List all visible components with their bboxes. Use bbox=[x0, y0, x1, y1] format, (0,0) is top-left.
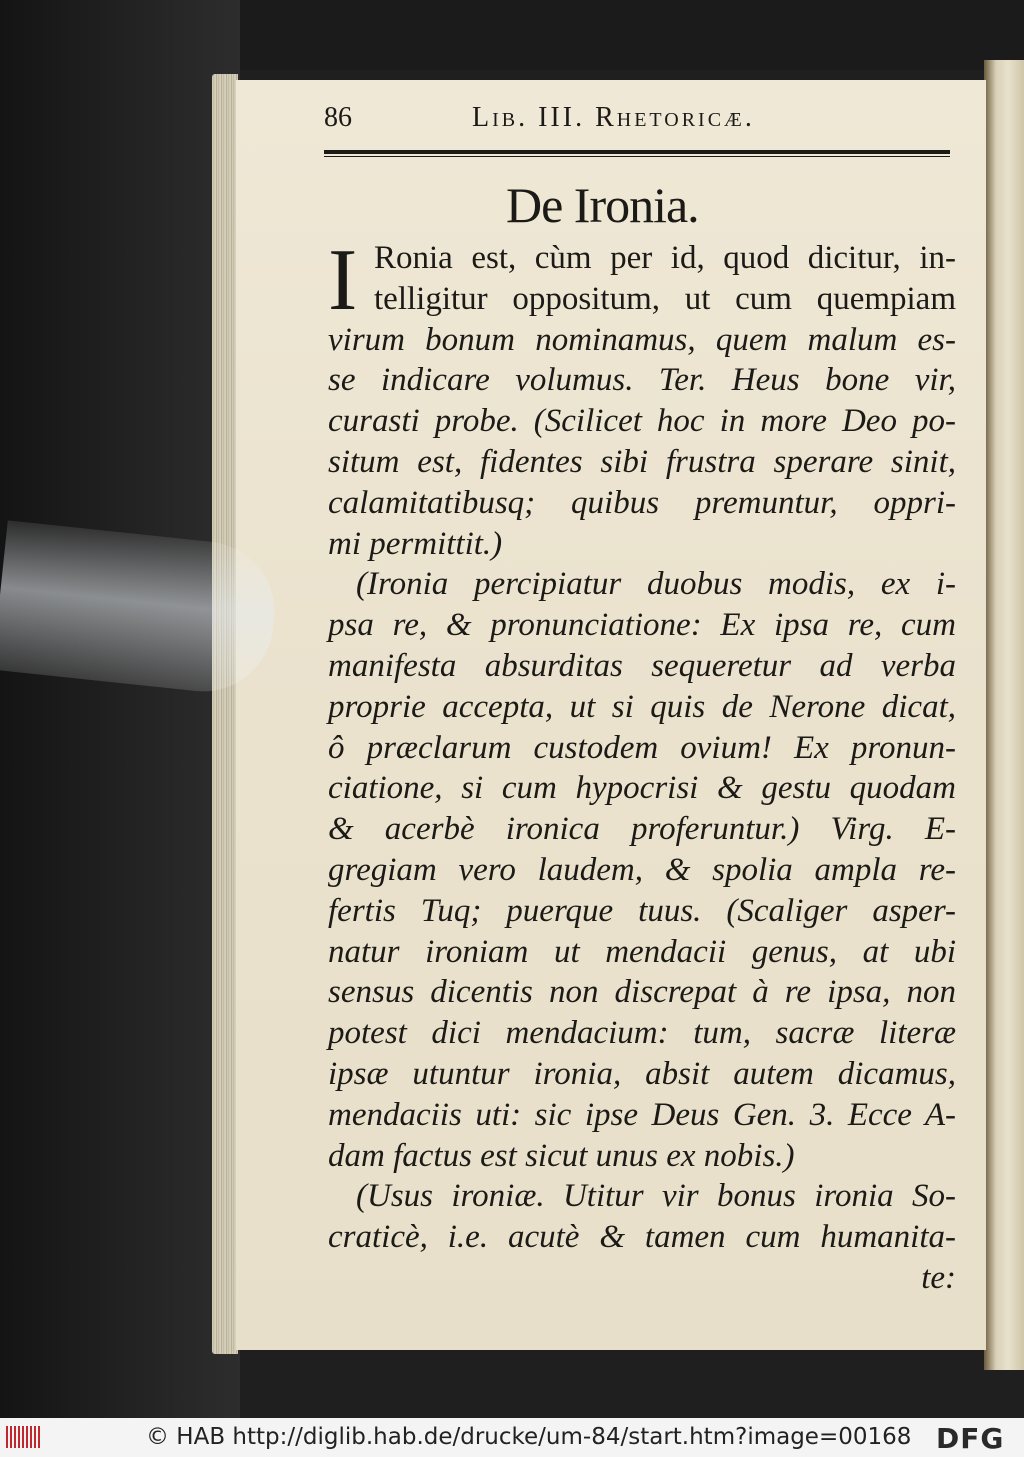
page-header bbox=[324, 102, 956, 146]
header-rule bbox=[324, 150, 950, 154]
running-head: Lib. III. Rhetoricæ. bbox=[472, 102, 755, 133]
footer-credit-link[interactable]: © HAB http://diglib.hab.de/drucke/um-84/start.htm?image=00168 bbox=[146, 1424, 912, 1450]
text-line: psa re, & pronunciatione: Ex ipsa re, cum bbox=[328, 607, 956, 644]
page-edges bbox=[212, 74, 238, 1354]
text-line: sensus dicentis non discrepat à re ipsa, non bbox=[328, 974, 956, 1011]
text-line: (Usus ironiæ. Utitur vir bonus ironia So- bbox=[356, 1178, 956, 1215]
viewer-footer bbox=[0, 1418, 1024, 1457]
page-number: 86 bbox=[324, 102, 352, 133]
text-line: ipsæ utuntur ironia, absit autem dicamus, bbox=[328, 1055, 956, 1092]
text-line: virum bonum nominamus, quem malum es- bbox=[328, 321, 956, 358]
text-line: natur ironiam ut mendacii genus, at ubi bbox=[328, 933, 956, 970]
barcode-icon bbox=[6, 1426, 40, 1448]
text-line: curasti probe. (Scilicet hoc in more Deo po- bbox=[328, 403, 956, 440]
text-line: & acerbè ironica proferuntur.) Virg. E- bbox=[328, 811, 956, 848]
book-page bbox=[236, 80, 986, 1350]
text-line: se indicare volumus. Ter. Heus bone vir, bbox=[328, 362, 956, 399]
scan-backdrop-left bbox=[0, 0, 240, 1418]
text-line: Ronia est, cùm per id, quod dicitur, in- bbox=[374, 240, 956, 276]
text-line: manifesta absurditas sequeretur ad verba bbox=[328, 647, 956, 684]
body-text bbox=[328, 232, 956, 1299]
text-line: calamitatibusq; quibus premuntur, oppri- bbox=[328, 484, 956, 521]
drop-capital: I bbox=[328, 232, 358, 329]
text-line: proprie accepta, ut si quis de Nerone dicat, bbox=[328, 688, 956, 725]
text-line: te: bbox=[921, 1259, 956, 1296]
text-line: craticè, i.e. acutè & tamen cum humanita- bbox=[328, 1219, 956, 1256]
text-line: potest dici mendacium: tum, sacræ literæ bbox=[328, 1015, 956, 1052]
text-line: ô præclarum custodem ovium! Ex pronun- bbox=[328, 729, 956, 766]
text-line: mi permittit.) bbox=[328, 525, 503, 562]
text-line: situm est, fidentes sibi frustra sperare sinit, bbox=[328, 443, 956, 480]
text-line: gregiam vero laudem, & spolia ampla re- bbox=[328, 851, 956, 888]
facing-page-edge bbox=[984, 60, 1024, 1370]
dfg-logo: DFG bbox=[936, 1422, 1005, 1455]
text-line: ciatione, si cum hypocrisi & gestu quodam bbox=[328, 770, 956, 807]
text-line: (Ironia percipiatur duobus modis, ex i- bbox=[356, 566, 956, 603]
header-rule-thin bbox=[324, 156, 950, 157]
section-title: De Ironia. bbox=[506, 177, 699, 233]
text-line: dam factus est sicut unus ex nobis.) bbox=[328, 1137, 795, 1174]
text-line: telligitur oppositum, ut cum quempiam bbox=[374, 280, 956, 317]
text-line: mendaciis uti: sic ipse Deus Gen. 3. Ecce A- bbox=[328, 1096, 956, 1133]
text-line: fertis Tuq; puerque tuus. (Scaliger asper- bbox=[328, 892, 956, 929]
